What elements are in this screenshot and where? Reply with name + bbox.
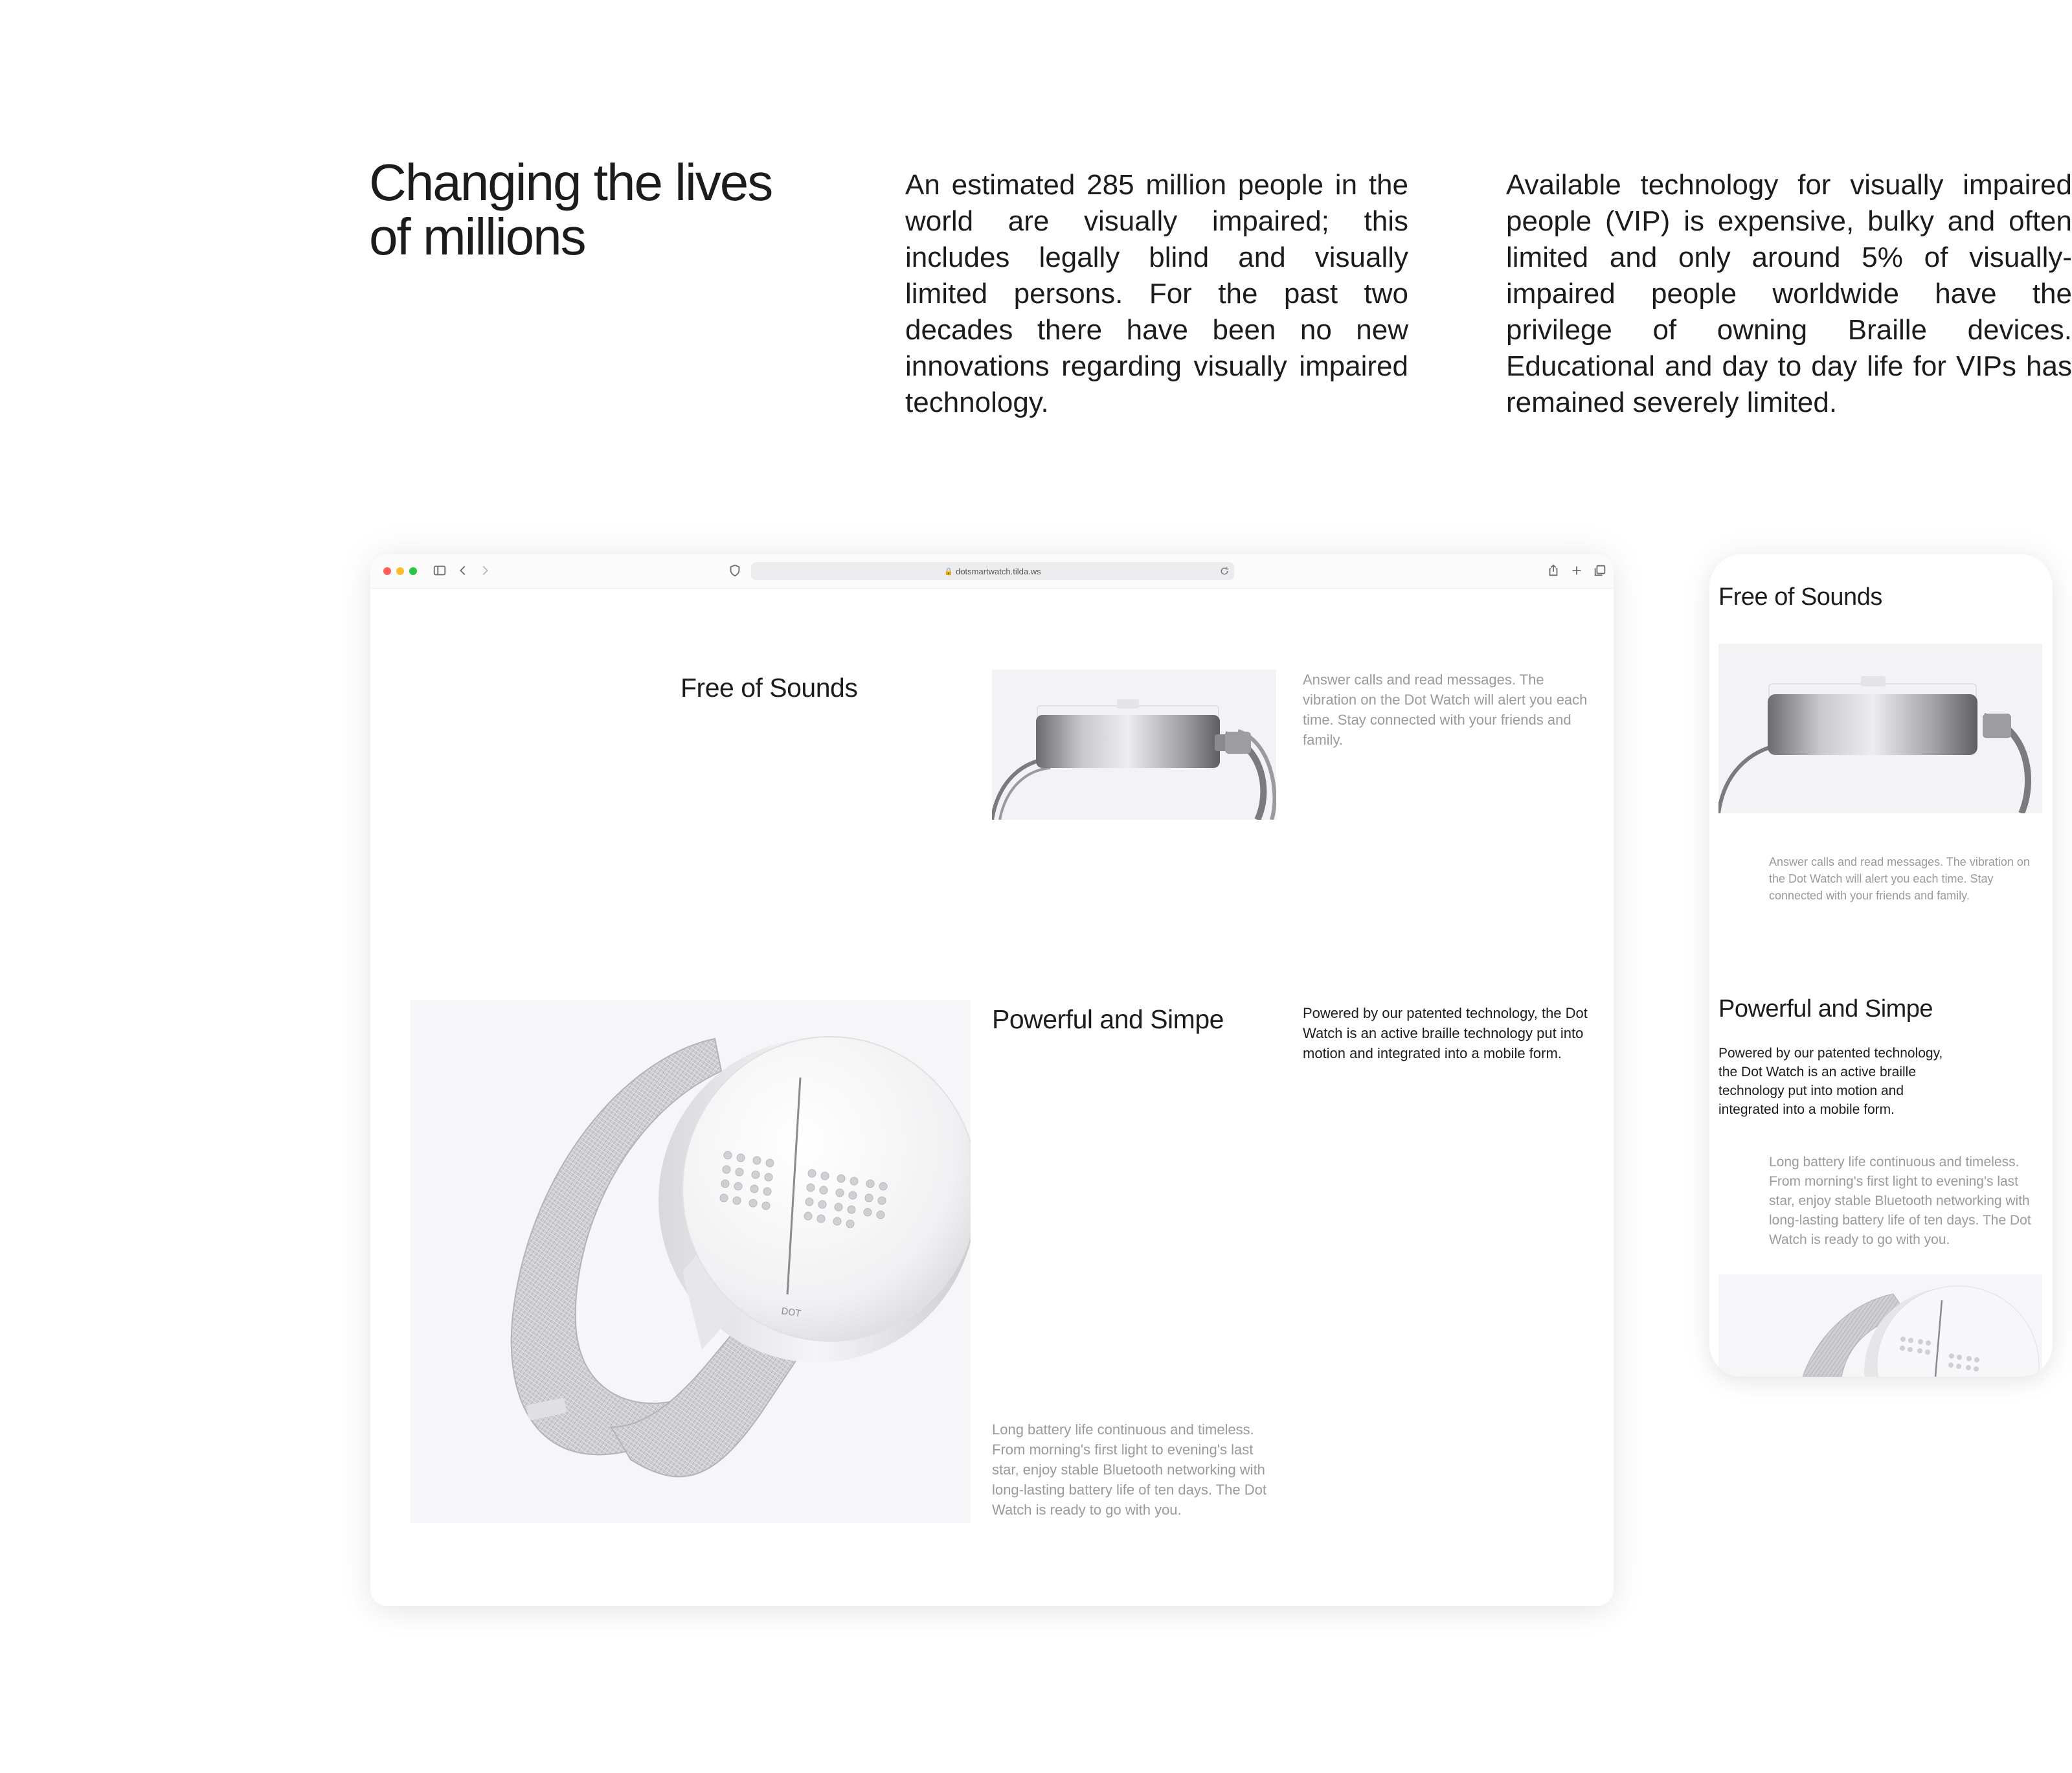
mobile-battery-caption: Long battery life continuous and timeless. From morning's first light to evening's last star, enjoy stable Bluetooth networking with long-lasting battery life of ten days. The Dot Watch is ready to go with you. — [1769, 1155, 2031, 1247]
powerful-and-simple-heading: Powerful and Simpe — [992, 1004, 1224, 1034]
watch-side-illustration — [992, 670, 1276, 820]
window-maximize-button[interactable] — [409, 567, 417, 575]
mobile-watch-side-illustration — [1718, 644, 2042, 813]
sidebar-icon[interactable] — [430, 561, 449, 580]
hero-paragraph-1: An estimated 285 million people in the world are visually impaired; this includes legally blind and visually limited persons. For the past two decades there have been no new innovations regarding visually impaired technology. — [905, 169, 1408, 418]
mobile-watch-side-image — [1718, 644, 2042, 813]
hero-title: Changing the lives of millions — [369, 153, 772, 265]
watch-brand-text: DOT — [780, 1306, 802, 1320]
address-bar-url: dotsmartwatch.tilda.ws — [956, 566, 1041, 576]
free-of-sounds-heading: Free of Sounds — [681, 673, 858, 703]
forward-icon[interactable] — [475, 561, 495, 580]
new-tab-icon[interactable] — [1567, 561, 1586, 580]
window-close-button[interactable] — [383, 567, 391, 575]
mobile-watch-hero-illustration — [1718, 1274, 2042, 1377]
watch-hero-image — [411, 1000, 971, 1523]
free-of-sounds-caption: Answer calls and read messages. The vibration on the Dot Watch will alert you each time. Stay connected with your friends and family. — [1303, 672, 1588, 748]
desktop-browser-window — [370, 554, 1614, 1606]
watch-side-image — [992, 670, 1276, 820]
mobile-free-of-sounds-caption: Answer calls and read messages. The vibration on the Dot Watch will alert you each time. Stay connected with your friends and family. — [1769, 855, 2030, 902]
powerful-and-simple-caption: Powered by our patented technology, the Dot Watch is an active braille technology put into motion and integrated into a mobile form. — [1303, 1005, 1588, 1061]
reload-icon[interactable] — [1215, 561, 1234, 581]
mobile-powerful-and-simple-heading: Powerful and Simpe — [1718, 995, 1933, 1022]
watch-hero-illustration — [411, 1000, 971, 1523]
mobile-watch-hero-image — [1718, 1274, 2042, 1377]
battery-caption: Long battery life continuous and timeless. From morning's first light to evening's last star, enjoy stable Bluetooth networking with long-lasting battery life of ten days. The Dot Watch is ready to go with you. — [992, 1421, 1267, 1518]
tabs-icon[interactable] — [1590, 561, 1610, 580]
back-icon[interactable] — [453, 561, 473, 580]
lock-icon: 🔒 — [944, 567, 954, 576]
browser-toolbar — [370, 554, 1614, 589]
share-icon[interactable] — [1544, 561, 1563, 580]
mobile-powerful-and-simple-caption: Powered by our patented technology, the Dot Watch is an active braille technology put into motion and integrated into a mobile form. — [1718, 1046, 1943, 1117]
window-minimize-button[interactable] — [396, 567, 404, 575]
mobile-free-of-sounds-heading: Free of Sounds — [1718, 583, 1882, 611]
shield-icon[interactable] — [725, 561, 745, 580]
hero-paragraph-2: Available technology for visually impaired people (VIP) is expensive, bulky and often limited and only around 5% of visually-impaired people worldwide have the privilege of owning Braille devices. Educational and day to day life for VIPs has remained severely limited. — [1506, 169, 2072, 418]
mobile-phone-frame — [1709, 554, 2053, 1377]
address-bar[interactable] — [751, 562, 1234, 580]
